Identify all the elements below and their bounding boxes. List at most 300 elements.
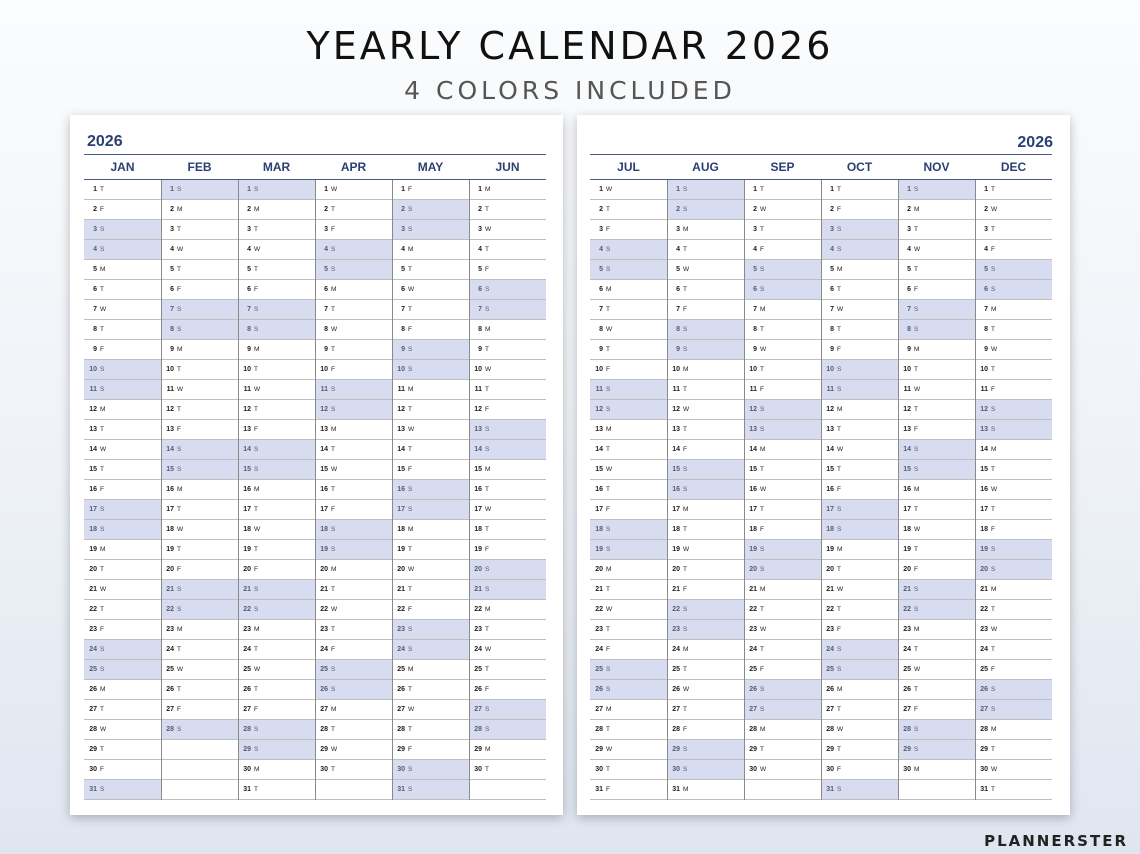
month-column-may <box>392 154 469 800</box>
weekday-letter: F <box>177 566 181 573</box>
day-cell <box>315 240 392 260</box>
weekday-letter: F <box>177 426 181 433</box>
day-cell <box>315 260 392 280</box>
weekday-letter: F <box>914 286 918 293</box>
day-cell <box>238 680 315 700</box>
day-number: 9 <box>324 346 328 353</box>
weekday-letter: T <box>914 366 918 373</box>
weekday-letter: W <box>837 306 844 313</box>
day-cell <box>898 680 975 700</box>
weekday-letter: T <box>760 366 764 373</box>
day-cell <box>469 240 546 260</box>
weekday-letter: F <box>837 766 841 773</box>
day-number: 10 <box>903 366 911 373</box>
day-cell <box>315 440 392 460</box>
weekday-letter: S <box>408 786 413 793</box>
day-cell <box>821 240 898 260</box>
day-cell <box>315 420 392 440</box>
weekday-letter: T <box>914 646 918 653</box>
weekday-letter: W <box>683 266 690 273</box>
weekday-letter: W <box>683 406 690 413</box>
day-number: 8 <box>753 326 757 333</box>
day-cell <box>469 760 546 780</box>
weekday-letter: M <box>606 566 612 573</box>
day-number: 8 <box>676 326 680 333</box>
day-cell <box>821 700 898 720</box>
day-number: 28 <box>749 726 757 733</box>
weekday-letter: T <box>683 286 687 293</box>
day-number: 10 <box>89 366 97 373</box>
day-cell <box>469 320 546 340</box>
day-cell <box>84 240 161 260</box>
month-column-sep <box>744 154 821 800</box>
day-number: 30 <box>474 766 482 773</box>
weekday-letter: T <box>760 746 764 753</box>
day-number: 20 <box>826 566 834 573</box>
day-number: 19 <box>903 546 911 553</box>
day-cell <box>744 400 821 420</box>
weekday-letter: M <box>837 546 843 553</box>
day-cell <box>744 680 821 700</box>
day-number: 21 <box>397 586 405 593</box>
weekday-letter: S <box>914 726 919 733</box>
day-cell <box>161 560 238 580</box>
day-cell <box>392 240 469 260</box>
day-cell <box>84 400 161 420</box>
weekday-letter: M <box>485 186 491 193</box>
day-cell <box>667 520 744 540</box>
day-number: 5 <box>599 266 603 273</box>
day-cell <box>469 500 546 520</box>
day-number: 24 <box>826 646 834 653</box>
weekday-letter: W <box>331 326 338 333</box>
day-cell <box>392 700 469 720</box>
day-number: 31 <box>980 786 988 793</box>
weekday-letter: W <box>606 326 613 333</box>
day-number: 19 <box>320 546 328 553</box>
day-number: 14 <box>243 446 251 453</box>
weekday-letter: T <box>837 566 841 573</box>
day-number: 21 <box>903 586 911 593</box>
month-column-nov <box>898 154 975 800</box>
day-cell <box>161 300 238 320</box>
day-number: 14 <box>166 446 174 453</box>
day-cell <box>84 180 161 200</box>
day-cell <box>161 180 238 200</box>
day-number: 23 <box>595 626 603 633</box>
calendar-sheet-jan-jun <box>70 115 563 815</box>
weekday-letter: T <box>254 506 258 513</box>
day-number: 16 <box>980 486 988 493</box>
day-cell <box>469 640 546 660</box>
weekday-letter: S <box>837 386 842 393</box>
day-number: 3 <box>401 226 405 233</box>
day-number: 17 <box>672 506 680 513</box>
weekday-letter: T <box>760 226 764 233</box>
day-cell <box>744 200 821 220</box>
day-number: 20 <box>903 566 911 573</box>
column-divider <box>161 180 162 800</box>
day-cell <box>667 300 744 320</box>
weekday-letter: S <box>837 366 842 373</box>
day-cell <box>161 620 238 640</box>
day-number: 6 <box>93 286 97 293</box>
weekday-letter: T <box>606 726 610 733</box>
weekday-letter: F <box>100 626 104 633</box>
day-cell <box>590 760 667 780</box>
day-cell <box>469 740 546 760</box>
day-number: 16 <box>749 486 757 493</box>
day-cell <box>975 340 1052 360</box>
day-cell <box>898 320 975 340</box>
day-cell <box>590 520 667 540</box>
day-cell <box>667 700 744 720</box>
day-cell <box>590 380 667 400</box>
day-cell <box>590 780 667 800</box>
weekday-letter: F <box>485 266 489 273</box>
day-cell <box>898 700 975 720</box>
day-number: 8 <box>907 326 911 333</box>
day-number: 12 <box>672 406 680 413</box>
day-number: 21 <box>166 586 174 593</box>
day-cell <box>590 660 667 680</box>
day-cell <box>161 640 238 660</box>
day-number: 1 <box>324 186 328 193</box>
day-cell <box>469 420 546 440</box>
weekday-letter: M <box>837 266 843 273</box>
empty-day-cell <box>744 780 821 800</box>
weekday-letter: F <box>254 706 258 713</box>
day-number: 12 <box>89 406 97 413</box>
day-number: 25 <box>826 666 834 673</box>
day-cell <box>161 220 238 240</box>
day-cell <box>975 200 1052 220</box>
weekday-letter: S <box>991 546 996 553</box>
day-number: 26 <box>243 686 251 693</box>
day-number: 5 <box>93 266 97 273</box>
weekday-letter: W <box>760 486 767 493</box>
day-cell <box>667 620 744 640</box>
day-cell <box>315 480 392 500</box>
day-number: 1 <box>830 186 834 193</box>
day-number: 18 <box>89 526 97 533</box>
day-cell <box>898 600 975 620</box>
day-number: 13 <box>749 426 757 433</box>
weekday-letter: T <box>254 266 258 273</box>
day-cell <box>84 560 161 580</box>
weekday-letter: F <box>100 486 104 493</box>
day-cell <box>975 280 1052 300</box>
day-number: 4 <box>478 246 482 253</box>
day-cell <box>975 540 1052 560</box>
weekday-letter: W <box>606 466 613 473</box>
month-header: OCT <box>821 154 898 180</box>
day-number: 1 <box>984 186 988 193</box>
day-cell <box>315 180 392 200</box>
day-number: 17 <box>749 506 757 513</box>
day-cell <box>238 320 315 340</box>
day-cell <box>238 340 315 360</box>
day-cell <box>84 500 161 520</box>
day-cell <box>315 280 392 300</box>
day-cell <box>975 380 1052 400</box>
weekday-letter: S <box>485 446 490 453</box>
day-cell <box>469 520 546 540</box>
day-number: 6 <box>478 286 482 293</box>
day-number: 17 <box>903 506 911 513</box>
weekday-letter: F <box>837 346 841 353</box>
weekday-letter: T <box>683 566 687 573</box>
day-number: 25 <box>672 666 680 673</box>
day-cell <box>469 620 546 640</box>
weekday-letter: S <box>914 586 919 593</box>
weekday-letter: T <box>254 366 258 373</box>
day-cell <box>315 600 392 620</box>
month-header: DEC <box>975 154 1052 180</box>
weekday-letter: T <box>254 226 258 233</box>
day-number: 9 <box>478 346 482 353</box>
weekday-letter: S <box>408 506 413 513</box>
day-cell <box>975 460 1052 480</box>
day-number: 31 <box>826 786 834 793</box>
weekday-letter: F <box>760 246 764 253</box>
weekday-letter: W <box>991 766 998 773</box>
day-cell <box>898 760 975 780</box>
day-cell <box>975 480 1052 500</box>
day-cell <box>821 300 898 320</box>
day-number: 12 <box>749 406 757 413</box>
day-cell <box>975 440 1052 460</box>
day-cell <box>161 280 238 300</box>
day-number: 24 <box>320 646 328 653</box>
weekday-letter: T <box>408 406 412 413</box>
day-cell <box>238 620 315 640</box>
day-number: 9 <box>984 346 988 353</box>
day-cell <box>84 360 161 380</box>
weekday-letter: T <box>683 426 687 433</box>
day-number: 3 <box>478 226 482 233</box>
day-cell <box>821 420 898 440</box>
day-cell <box>898 280 975 300</box>
day-cell <box>590 560 667 580</box>
day-number: 30 <box>980 766 988 773</box>
day-number: 19 <box>980 546 988 553</box>
day-number: 6 <box>830 286 834 293</box>
weekday-letter: S <box>177 326 182 333</box>
day-number: 26 <box>980 686 988 693</box>
weekday-letter: T <box>683 666 687 673</box>
day-cell <box>590 360 667 380</box>
weekday-letter: W <box>177 386 184 393</box>
day-cell <box>744 700 821 720</box>
day-number: 8 <box>830 326 834 333</box>
weekday-letter: T <box>408 446 412 453</box>
weekday-letter: S <box>100 246 105 253</box>
day-cell <box>84 660 161 680</box>
day-number: 1 <box>401 186 405 193</box>
day-number: 4 <box>984 246 988 253</box>
day-number: 25 <box>980 666 988 673</box>
day-number: 5 <box>676 266 680 273</box>
day-cell <box>667 200 744 220</box>
day-cell <box>84 460 161 480</box>
day-cell <box>392 560 469 580</box>
weekday-letter: W <box>485 366 492 373</box>
day-number: 5 <box>324 266 328 273</box>
weekday-letter: M <box>331 426 337 433</box>
day-cell <box>238 580 315 600</box>
day-cell <box>469 340 546 360</box>
day-cell <box>469 660 546 680</box>
weekday-letter: W <box>991 206 998 213</box>
day-cell <box>161 340 238 360</box>
day-cell <box>821 720 898 740</box>
weekday-letter: S <box>100 666 105 673</box>
weekday-letter: T <box>914 406 918 413</box>
day-cell <box>84 600 161 620</box>
day-cell <box>821 660 898 680</box>
weekday-letter: T <box>606 306 610 313</box>
day-cell <box>469 200 546 220</box>
day-cell <box>898 500 975 520</box>
day-number: 18 <box>749 526 757 533</box>
day-cell <box>667 280 744 300</box>
day-cell <box>744 760 821 780</box>
weekday-letter: S <box>331 406 336 413</box>
weekday-letter: W <box>914 386 921 393</box>
day-number: 3 <box>830 226 834 233</box>
day-cell <box>161 660 238 680</box>
day-number: 8 <box>247 326 251 333</box>
day-number: 15 <box>166 466 174 473</box>
weekday-letter: M <box>485 326 491 333</box>
day-cell <box>315 560 392 580</box>
day-number: 5 <box>401 266 405 273</box>
weekday-letter: S <box>254 466 259 473</box>
day-number: 18 <box>826 526 834 533</box>
weekday-letter: T <box>760 506 764 513</box>
day-cell <box>667 240 744 260</box>
day-number: 28 <box>672 726 680 733</box>
weekday-letter: S <box>914 326 919 333</box>
day-cell <box>821 220 898 240</box>
day-number: 5 <box>170 266 174 273</box>
weekday-letter: F <box>408 326 412 333</box>
day-cell <box>821 540 898 560</box>
day-number: 11 <box>243 386 251 393</box>
weekday-letter: S <box>408 646 413 653</box>
weekday-letter: M <box>760 306 766 313</box>
day-cell <box>161 520 238 540</box>
day-cell <box>744 660 821 680</box>
day-number: 23 <box>749 626 757 633</box>
day-cell <box>469 260 546 280</box>
day-number: 18 <box>903 526 911 533</box>
day-cell <box>469 720 546 740</box>
day-cell <box>975 400 1052 420</box>
day-number: 28 <box>166 726 174 733</box>
day-number: 24 <box>595 646 603 653</box>
day-number: 16 <box>397 486 405 493</box>
weekday-letter: T <box>837 466 841 473</box>
weekday-letter: T <box>331 306 335 313</box>
month-header: SEP <box>744 154 821 180</box>
weekday-letter: S <box>914 186 919 193</box>
day-number: 7 <box>907 306 911 313</box>
day-number: 22 <box>320 606 328 613</box>
weekday-letter: W <box>760 346 767 353</box>
weekday-letter: S <box>683 766 688 773</box>
day-cell <box>667 440 744 460</box>
day-number: 23 <box>672 626 680 633</box>
month-header: JAN <box>84 154 161 180</box>
day-cell <box>84 200 161 220</box>
day-cell <box>975 520 1052 540</box>
weekday-letter: W <box>991 486 998 493</box>
day-number: 12 <box>980 406 988 413</box>
day-cell <box>898 560 975 580</box>
day-number: 27 <box>595 706 603 713</box>
day-cell <box>821 500 898 520</box>
day-cell <box>392 200 469 220</box>
day-number: 3 <box>324 226 328 233</box>
day-cell <box>238 700 315 720</box>
weekday-letter: T <box>485 666 489 673</box>
day-cell <box>898 200 975 220</box>
weekday-letter: S <box>177 606 182 613</box>
day-cell <box>238 360 315 380</box>
day-cell <box>161 260 238 280</box>
day-number: 21 <box>826 586 834 593</box>
day-number: 12 <box>243 406 251 413</box>
day-number: 11 <box>474 386 482 393</box>
weekday-letter: T <box>254 646 258 653</box>
weekday-letter: S <box>100 786 105 793</box>
day-cell <box>238 520 315 540</box>
day-cell <box>238 440 315 460</box>
weekday-letter: T <box>485 626 489 633</box>
weekday-letter: M <box>991 726 997 733</box>
weekday-letter: F <box>837 626 841 633</box>
day-cell <box>667 780 744 800</box>
weekday-letter: S <box>177 466 182 473</box>
day-cell <box>392 420 469 440</box>
weekday-letter: S <box>331 246 336 253</box>
weekday-letter: T <box>408 586 412 593</box>
weekday-letter: S <box>485 586 490 593</box>
day-cell <box>392 500 469 520</box>
day-cell <box>821 340 898 360</box>
day-number: 14 <box>89 446 97 453</box>
day-cell <box>161 540 238 560</box>
day-number: 20 <box>397 566 405 573</box>
weekday-letter: M <box>100 266 106 273</box>
day-cell <box>667 740 744 760</box>
weekday-letter: S <box>331 266 336 273</box>
day-cell <box>898 340 975 360</box>
weekday-letter: M <box>837 686 843 693</box>
weekday-letter: S <box>254 606 259 613</box>
day-cell <box>315 340 392 360</box>
day-cell <box>315 520 392 540</box>
day-cell <box>744 320 821 340</box>
day-number: 21 <box>89 586 97 593</box>
weekday-letter: T <box>177 686 181 693</box>
day-cell <box>975 660 1052 680</box>
day-number: 21 <box>243 586 251 593</box>
day-number: 7 <box>753 306 757 313</box>
day-number: 29 <box>89 746 97 753</box>
